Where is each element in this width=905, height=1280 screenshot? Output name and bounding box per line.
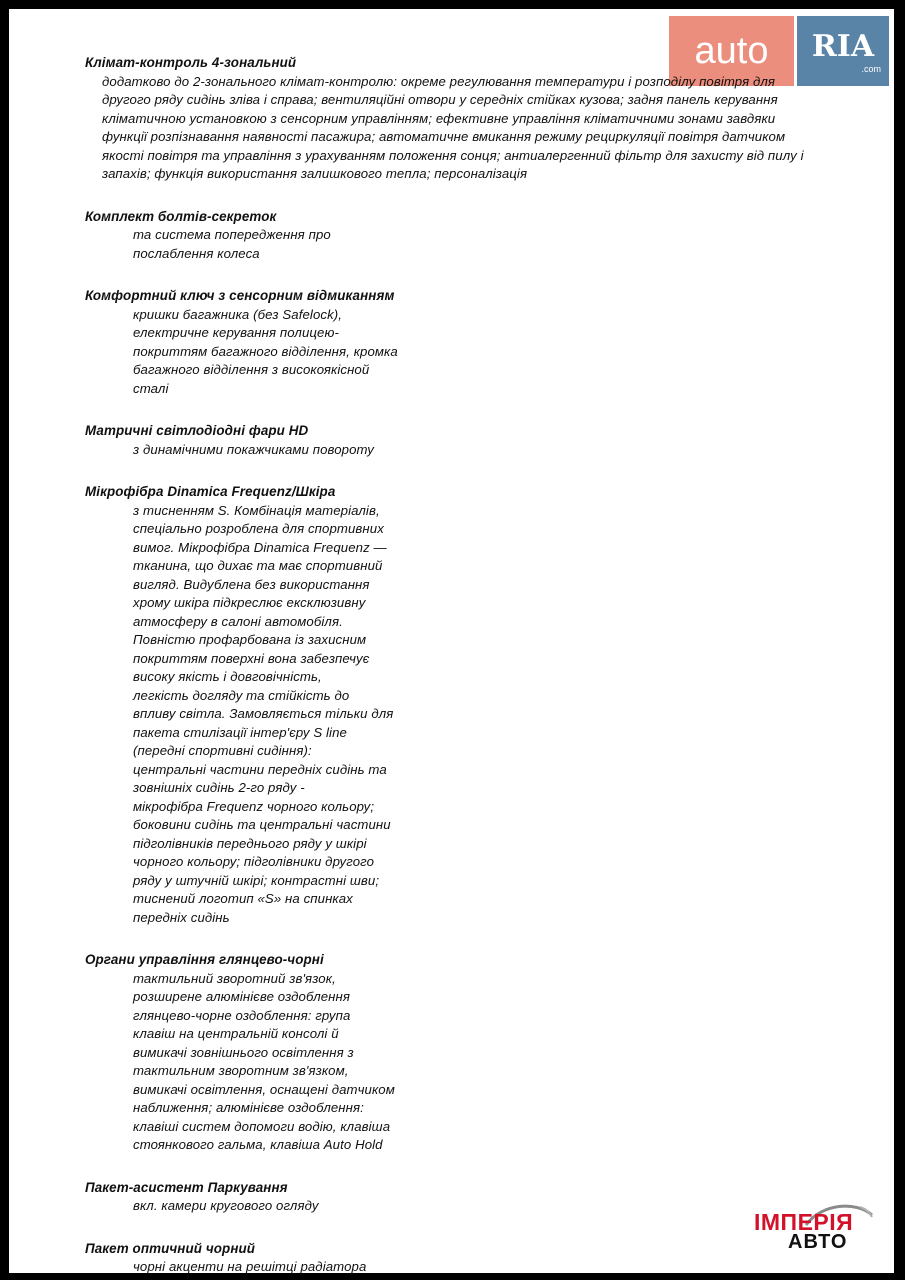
option-title: Клімат-контроль 4-зональний [85, 55, 297, 70]
option-title: Органи управління глянцево-чорні [85, 952, 324, 967]
description-line: другого ряду сидінь зліва і справа; вентиляційні отвори у середніх стійках кузова; задня панель керування [102, 92, 778, 107]
description-line: покриттям багажного відділення, кромка [133, 343, 398, 359]
option-description [133, 1258, 418, 1273]
option-description [133, 970, 418, 1155]
description-line: зовнішніх сидінь 2-го ряду - [133, 780, 305, 795]
option-section [85, 422, 865, 459]
description-line: наближення; алюмінієве оздоблення: [133, 1100, 364, 1115]
description-line: легкість догляду та стійкість до [133, 687, 350, 703]
watermark-auto-label: auto [669, 16, 794, 86]
description-line: високу якість і довговічність, [133, 669, 322, 684]
description-line: клавіш на центральній консолі й [133, 1026, 339, 1041]
description-line: передніх сидінь [133, 909, 230, 925]
description-line: додатково до 2-зонального клімат-контролю: окреме регулювання температури і розподілу повітря для [102, 73, 776, 89]
watermark-ria-label: RIA [811, 28, 875, 64]
option-section [85, 208, 865, 264]
description-line: стоянкового гальма, клавіша Auto Hold [133, 1137, 383, 1152]
description-line: тактильний зворотний зв'язок, [133, 970, 336, 986]
description-line: запахів; функція використання залишкового тепла; персоналізація [102, 166, 528, 181]
option-title: Комплект болтів-секреток [85, 208, 277, 224]
description-line: з динамічними покажчиками повороту [133, 441, 375, 457]
description-line: кліматичною установкою з сенсорним управлінням; ефективне управління кліматичними зонами завдяки [102, 110, 776, 126]
description-line: та система попередження про [133, 227, 331, 242]
description-line: розширене алюмінієве оздоблення [133, 989, 351, 1004]
option-title: Мікрофібра Dinamica Frequenz/Шкіра [85, 484, 336, 499]
option-description [133, 441, 418, 460]
description-line: (передні спортивні сидіння): [133, 743, 312, 758]
description-line: якості повітря та управління з урахуванням положення сонця; антиалергенний фільтр для захисту від пилу і [102, 147, 804, 163]
description-line: покриттям поверхні вона забезпечує [133, 650, 370, 666]
option-description [133, 226, 418, 263]
description-line: боковини сидінь та центральні частини [133, 817, 391, 832]
option-title: Матричні світлодіодні фари HD [85, 423, 309, 438]
option-section [85, 1240, 865, 1274]
description-line: багажного відділення з високоякісной [133, 362, 370, 377]
description-line: тканина, що дихає та має спортивний [133, 558, 383, 573]
dealer-name-line1: ІМПЕРІЯ [754, 1209, 854, 1235]
option-description [133, 1197, 418, 1216]
dealer-name-line2: АВТО [788, 1231, 848, 1253]
description-line: впливу світла. Замовляється тільки для [133, 706, 394, 721]
description-line: сталі [133, 380, 169, 396]
description-line: з тисненням S. Комбінація матеріалів, [133, 502, 380, 518]
description-line: спеціально розроблена для спортивних [133, 521, 384, 536]
dealer-logo [754, 1201, 884, 1261]
description-line: хрому шкіра підкреслює ексклюзивну [133, 595, 366, 610]
option-description [133, 306, 418, 399]
option-section [85, 54, 865, 184]
option-section [85, 1179, 865, 1216]
description-line: вкл. камери кругового огляду [133, 1198, 319, 1213]
description-line: центральні частини передніх сидінь та [133, 761, 387, 777]
description-line: електричне керування полицею- [133, 325, 339, 340]
option-section [85, 951, 865, 1155]
description-line: чорні акценти на решітці радіатора [133, 1259, 367, 1273]
description-line: атмосферу в салоні автомобіля. [133, 613, 343, 629]
description-line: функції розпізнавання наявності пасажира; автоматичне вмикання режиму рециркуляції повітря датчиком [102, 129, 786, 144]
description-line: вимог. Мікрофібра Dinamica Frequenz — [133, 539, 387, 555]
description-line: клавіші систем допомоги водію, клавіша [133, 1118, 391, 1134]
description-line: вимикачі зовнішнього освітлення з [133, 1044, 354, 1060]
option-title: Комфортний ключ з сенсорним відмиканням [85, 288, 395, 303]
description-line: тактильним зворотним зв'язком, [133, 1063, 349, 1078]
description-line: Повністю профарбована із захисним [133, 632, 367, 647]
options-list [85, 54, 865, 1273]
option-section [85, 287, 865, 398]
option-description [133, 502, 418, 928]
description-line: ряду у штучній шкірі; контрастні шви; [133, 872, 380, 888]
description-line: підголівників переднього ряду у шкірі [133, 835, 367, 851]
option-title: Пакет оптичний чорний [85, 1240, 256, 1256]
watermark-suffix: .com [861, 63, 881, 74]
description-line: тиснений логотип «S» на спинках [133, 891, 353, 906]
description-line: пакета стилізації інтер'єру S line [133, 724, 347, 740]
description-line: вигляд. Видублена без використання [133, 576, 370, 592]
description-line: вимикачі освітлення, оснащені датчиком [133, 1081, 395, 1097]
description-line: мікрофібра Frequenz чорного кольору; [133, 798, 375, 814]
description-line: глянцево-чорне оздоблення: група [133, 1007, 351, 1023]
option-title: Пакет-асистент Паркування [85, 1179, 288, 1195]
description-line: послаблення колеса [133, 245, 260, 261]
option-description [102, 73, 847, 184]
document-page [9, 9, 894, 1273]
description-line: чорного кольору; підголівники другого [133, 854, 375, 869]
option-section [85, 483, 865, 927]
description-line: кришки багажника (без Safelock), [133, 306, 343, 322]
